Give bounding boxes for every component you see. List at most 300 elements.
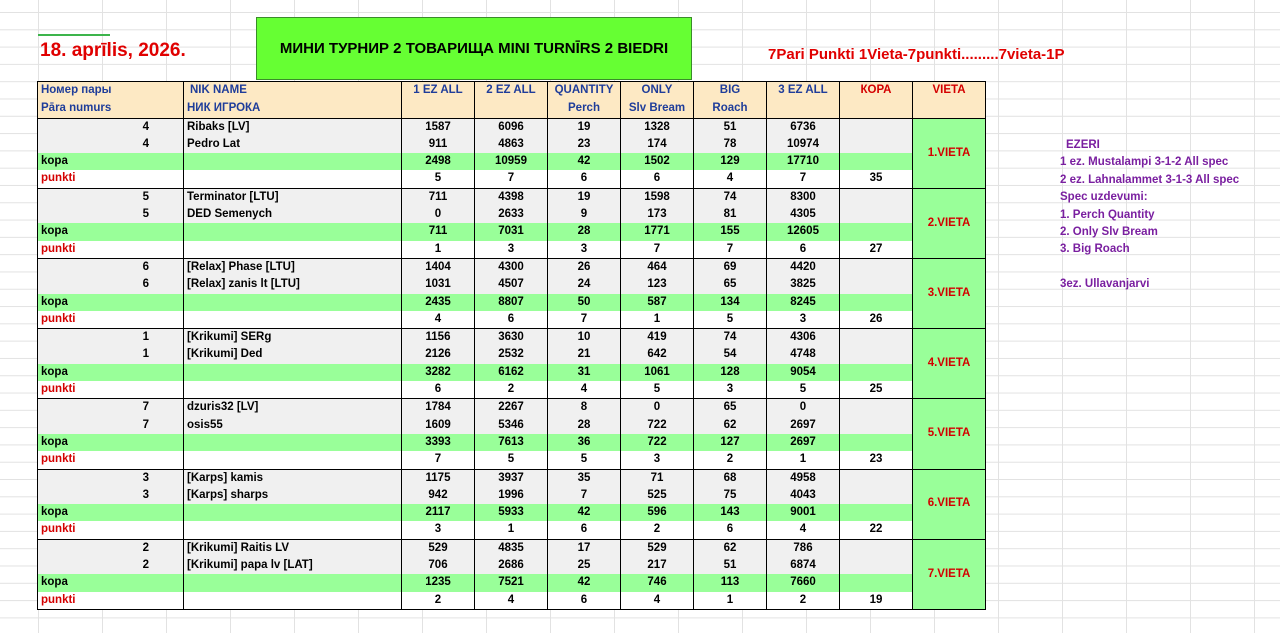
kopa-cell[interactable] — [840, 153, 913, 170]
value-cell[interactable]: 4748 — [767, 346, 840, 363]
value-cell[interactable]: 17 — [548, 539, 621, 557]
value-cell[interactable]: 173 — [621, 206, 694, 223]
kopa-sum-cell[interactable]: 2117 — [402, 504, 475, 521]
value-cell[interactable]: 1598 — [621, 188, 694, 206]
punkti-cell[interactable]: 4 — [402, 311, 475, 329]
value-cell[interactable]: 23 — [548, 136, 621, 153]
punkti-cell[interactable]: 6 — [694, 521, 767, 539]
empty-cell[interactable] — [184, 504, 402, 521]
empty-cell[interactable] — [184, 434, 402, 451]
vieta-cell[interactable]: 6.VIETA — [913, 469, 986, 539]
nik-name-cell[interactable]: [Karps] kamis — [184, 469, 402, 487]
punkti-cell[interactable]: 4 — [694, 170, 767, 188]
value-cell[interactable]: 419 — [621, 329, 694, 347]
kopa-sum-cell[interactable]: 143 — [694, 504, 767, 521]
value-cell[interactable]: 529 — [621, 539, 694, 557]
value-cell[interactable]: 525 — [621, 487, 694, 504]
pair-number-cell[interactable]: 7 — [38, 399, 184, 417]
nik-name-cell[interactable]: [Relax] zanis lt [LTU] — [184, 276, 402, 293]
punkti-label-cell[interactable]: punkti — [38, 311, 184, 329]
kopa-cell[interactable] — [840, 557, 913, 574]
value-cell[interactable]: 74 — [694, 188, 767, 206]
punkti-cell[interactable]: 1 — [621, 311, 694, 329]
ezeri-line[interactable]: 2 ez. Lahnalammet 3-1-3 All spec — [1060, 173, 1240, 186]
kopa-sum-cell[interactable]: 113 — [694, 574, 767, 591]
header-bream[interactable]: Slv Bream — [621, 100, 694, 118]
kopa-sum-cell[interactable]: 746 — [621, 574, 694, 591]
value-cell[interactable]: 26 — [548, 258, 621, 276]
value-cell[interactable]: 1175 — [402, 469, 475, 487]
pair-number-cell[interactable]: 4 — [38, 136, 184, 153]
punkti-cell[interactable]: 7 — [767, 170, 840, 188]
value-cell[interactable]: 0 — [767, 399, 840, 417]
punkti-cell[interactable]: 4 — [548, 381, 621, 399]
kopa-cell[interactable] — [840, 504, 913, 521]
kopa-sum-cell[interactable]: 128 — [694, 364, 767, 381]
kopa-cell[interactable] — [840, 399, 913, 417]
punkti-label-cell[interactable]: punkti — [38, 381, 184, 399]
kopa-sum-cell[interactable]: 587 — [621, 294, 694, 311]
kopa-label-cell[interactable]: kopa — [38, 153, 184, 170]
header-cell[interactable] — [475, 100, 548, 118]
kopa-total-cell[interactable]: 19 — [840, 592, 913, 610]
punkti-cell[interactable]: 7 — [621, 241, 694, 259]
value-cell[interactable]: 4863 — [475, 136, 548, 153]
kopa-sum-cell[interactable]: 7031 — [475, 223, 548, 240]
punkti-cell[interactable]: 5 — [694, 311, 767, 329]
table-row — [38, 153, 986, 170]
value-cell[interactable]: 68 — [694, 469, 767, 487]
kopa-sum-cell[interactable]: 17710 — [767, 153, 840, 170]
kopa-sum-cell[interactable]: 2498 — [402, 153, 475, 170]
ezeri-line[interactable]: 2. Only Slv Bream — [1060, 225, 1158, 238]
header-cell[interactable] — [840, 100, 913, 118]
nik-name-cell[interactable]: [Krikumi] Ded — [184, 346, 402, 363]
table-row — [38, 504, 986, 521]
kopa-sum-cell[interactable]: 8807 — [475, 294, 548, 311]
value-cell[interactable]: 4507 — [475, 276, 548, 293]
kopa-sum-cell[interactable]: 7613 — [475, 434, 548, 451]
kopa-sum-cell[interactable]: 3393 — [402, 434, 475, 451]
punkti-cell[interactable]: 6 — [621, 170, 694, 188]
kopa-total-cell[interactable]: 27 — [840, 241, 913, 259]
pair-number-cell[interactable]: 3 — [38, 487, 184, 504]
value-cell[interactable]: 1404 — [402, 258, 475, 276]
pair-number-cell[interactable]: 1 — [38, 329, 184, 347]
header-pair[interactable]: Номер пары — [38, 82, 184, 100]
kopa-cell[interactable] — [840, 487, 913, 504]
punkti-cell[interactable]: 4 — [475, 592, 548, 610]
pair-number-cell[interactable]: 3 — [38, 469, 184, 487]
value-cell[interactable]: 8 — [548, 399, 621, 417]
punkti-cell[interactable]: 1 — [402, 241, 475, 259]
vieta-cell[interactable]: 1.VIETA — [913, 118, 986, 188]
kopa-cell[interactable] — [840, 223, 913, 240]
punkti-cell[interactable]: 2 — [475, 381, 548, 399]
kopa-cell[interactable] — [840, 258, 913, 276]
empty-cell[interactable] — [184, 381, 402, 399]
kopa-sum-cell[interactable]: 711 — [402, 223, 475, 240]
value-cell[interactable]: 65 — [694, 276, 767, 293]
value-cell[interactable]: 54 — [694, 346, 767, 363]
value-cell[interactable]: 65 — [694, 399, 767, 417]
kopa-cell[interactable] — [840, 469, 913, 487]
empty-cell[interactable] — [184, 241, 402, 259]
value-cell[interactable]: 4398 — [475, 188, 548, 206]
pair-number-cell[interactable]: 2 — [38, 557, 184, 574]
ezeri-line[interactable]: 3. Big Roach — [1060, 243, 1130, 256]
header-perch[interactable]: Perch — [548, 100, 621, 118]
nik-name-cell[interactable]: Terminator [LTU] — [184, 188, 402, 206]
punkti-cell[interactable]: 1 — [694, 592, 767, 610]
value-cell[interactable]: 123 — [621, 276, 694, 293]
punkti-cell[interactable]: 6 — [548, 521, 621, 539]
header-only[interactable]: ONLY — [621, 82, 694, 100]
header-quantity[interactable]: QUANTITY — [548, 82, 621, 100]
value-cell[interactable]: 4835 — [475, 539, 548, 557]
value-cell[interactable]: 78 — [694, 136, 767, 153]
value-cell[interactable]: 7 — [548, 487, 621, 504]
punkti-label-cell[interactable]: punkti — [38, 170, 184, 188]
punkti-cell[interactable]: 3 — [402, 521, 475, 539]
value-cell[interactable]: 51 — [694, 118, 767, 136]
punkti-cell[interactable]: 6 — [767, 241, 840, 259]
punkti-cell[interactable]: 7 — [694, 241, 767, 259]
kopa-sum-cell[interactable]: 1235 — [402, 574, 475, 591]
value-cell[interactable]: 5346 — [475, 417, 548, 434]
ezeri-line[interactable]: Spec uzdevumi: — [1060, 191, 1148, 204]
table-row — [38, 381, 986, 399]
kopa-sum-cell[interactable]: 155 — [694, 223, 767, 240]
header-3ez[interactable]: 3 EZ ALL — [767, 82, 840, 100]
value-cell[interactable]: 529 — [402, 539, 475, 557]
value-cell[interactable]: 2633 — [475, 206, 548, 223]
header-2ez[interactable]: 2 EZ ALL — [475, 82, 548, 100]
kopa-sum-cell[interactable]: 50 — [548, 294, 621, 311]
nik-name-cell[interactable]: dzuris32 [LV] — [184, 399, 402, 417]
value-cell[interactable]: 3937 — [475, 469, 548, 487]
header-cell[interactable] — [767, 100, 840, 118]
vieta-cell[interactable]: 4.VIETA — [913, 329, 986, 399]
value-cell[interactable]: 786 — [767, 539, 840, 557]
punkti-cell[interactable]: 3 — [475, 241, 548, 259]
header-big[interactable]: BIG — [694, 82, 767, 100]
empty-cell[interactable] — [184, 451, 402, 469]
table-row — [38, 592, 986, 610]
kopa-sum-cell[interactable]: 7660 — [767, 574, 840, 591]
date-cell[interactable]: 18. aprīlis, 2026. — [40, 40, 186, 61]
header-vieta[interactable]: VIETA — [913, 82, 986, 100]
ezeri-line[interactable]: 1. Perch Quantity — [1060, 208, 1155, 221]
kopa-label-cell[interactable]: kopa — [38, 574, 184, 591]
kopa-sum-cell[interactable]: 6162 — [475, 364, 548, 381]
kopa-cell[interactable] — [840, 364, 913, 381]
kopa-cell[interactable] — [840, 294, 913, 311]
value-cell[interactable]: 2697 — [767, 417, 840, 434]
ezeri-line[interactable]: 1 ez. Mustalampi 3-1-2 All spec — [1060, 156, 1229, 169]
empty-cell[interactable] — [184, 153, 402, 170]
value-cell[interactable]: 4300 — [475, 258, 548, 276]
pair-number-cell[interactable]: 5 — [38, 206, 184, 223]
value-cell[interactable]: 4306 — [767, 329, 840, 347]
kopa-sum-cell[interactable]: 36 — [548, 434, 621, 451]
value-cell[interactable]: 10 — [548, 329, 621, 347]
table-row — [38, 136, 986, 153]
empty-cell[interactable] — [184, 223, 402, 240]
pair-number-cell[interactable]: 6 — [38, 276, 184, 293]
value-cell[interactable]: 1031 — [402, 276, 475, 293]
punkti-cell[interactable]: 4 — [767, 521, 840, 539]
kopa-sum-cell[interactable]: 2697 — [767, 434, 840, 451]
nik-name-cell[interactable]: DED Semenych — [184, 206, 402, 223]
ezeri-title[interactable]: EZERI — [1066, 139, 1100, 151]
value-cell[interactable]: 4420 — [767, 258, 840, 276]
value-cell[interactable]: 35 — [548, 469, 621, 487]
kopa-sum-cell[interactable]: 9054 — [767, 364, 840, 381]
value-cell[interactable]: 0 — [621, 399, 694, 417]
value-cell[interactable]: 75 — [694, 487, 767, 504]
kopa-cell[interactable] — [840, 329, 913, 347]
kopa-total-cell[interactable]: 35 — [840, 170, 913, 188]
ezeri-line[interactable] — [1060, 259, 1239, 276]
value-cell[interactable]: 62 — [694, 539, 767, 557]
ezeri-line[interactable]: 3ez. Ullavanjarvi — [1060, 278, 1150, 291]
kopa-sum-cell[interactable]: 42 — [548, 574, 621, 591]
value-cell[interactable]: 1587 — [402, 118, 475, 136]
value-cell[interactable]: 62 — [694, 417, 767, 434]
value-cell[interactable]: 21 — [548, 346, 621, 363]
value-cell[interactable]: 10974 — [767, 136, 840, 153]
value-cell[interactable]: 942 — [402, 487, 475, 504]
punkti-cell[interactable]: 6 — [402, 381, 475, 399]
kopa-sum-cell[interactable]: 42 — [548, 504, 621, 521]
value-cell[interactable]: 174 — [621, 136, 694, 153]
punkti-label-cell[interactable]: punkti — [38, 521, 184, 539]
kopa-sum-cell[interactable]: 1061 — [621, 364, 694, 381]
kopa-cell[interactable] — [840, 206, 913, 223]
punkti-cell[interactable]: 2 — [402, 592, 475, 610]
value-cell[interactable]: 711 — [402, 188, 475, 206]
value-cell[interactable]: 4958 — [767, 469, 840, 487]
empty-cell[interactable] — [184, 311, 402, 329]
punkti-cell[interactable]: 4 — [621, 592, 694, 610]
value-cell[interactable]: 217 — [621, 557, 694, 574]
empty-cell[interactable] — [184, 521, 402, 539]
title-banner[interactable]: МИНИ ТУРНИР 2 ТОВАРИЩА MINI TURNĪRS 2 BIEDRI — [256, 17, 692, 80]
value-cell[interactable]: 0 — [402, 206, 475, 223]
value-cell[interactable]: 74 — [694, 329, 767, 347]
kopa-cell[interactable] — [840, 188, 913, 206]
kopa-cell[interactable] — [840, 539, 913, 557]
value-cell[interactable]: 2686 — [475, 557, 548, 574]
pair-number-cell[interactable]: 5 — [38, 188, 184, 206]
value-cell[interactable]: 1609 — [402, 417, 475, 434]
pair-number-cell[interactable]: 2 — [38, 539, 184, 557]
punkti-label-cell[interactable]: punkti — [38, 241, 184, 259]
value-cell[interactable]: 1156 — [402, 329, 475, 347]
value-cell[interactable]: 2126 — [402, 346, 475, 363]
header-pair-lv[interactable]: Pāra numurs — [38, 100, 184, 118]
nik-name-cell[interactable]: [Relax] Phase [LTU] — [184, 258, 402, 276]
kopa-sum-cell[interactable]: 8245 — [767, 294, 840, 311]
punkti-cell[interactable]: 6 — [475, 311, 548, 329]
punkti-cell[interactable]: 3 — [621, 451, 694, 469]
kopa-total-cell[interactable]: 25 — [840, 381, 913, 399]
kopa-cell[interactable] — [840, 417, 913, 434]
value-cell[interactable]: 9 — [548, 206, 621, 223]
kopa-total-cell[interactable]: 22 — [840, 521, 913, 539]
value-cell[interactable]: 3630 — [475, 329, 548, 347]
punkti-cell[interactable]: 5 — [475, 451, 548, 469]
nik-name-cell[interactable]: [Krikumi] SERg — [184, 329, 402, 347]
value-cell[interactable]: 51 — [694, 557, 767, 574]
kopa-sum-cell[interactable]: 722 — [621, 434, 694, 451]
kopa-sum-cell[interactable]: 2435 — [402, 294, 475, 311]
kopa-sum-cell[interactable]: 3282 — [402, 364, 475, 381]
value-cell[interactable]: 911 — [402, 136, 475, 153]
punkti-cell[interactable]: 2 — [621, 521, 694, 539]
value-cell[interactable]: 1996 — [475, 487, 548, 504]
empty-cell[interactable] — [184, 170, 402, 188]
results-table — [37, 81, 986, 610]
kopa-cell[interactable] — [840, 276, 913, 293]
punkti-cell[interactable]: 7 — [548, 311, 621, 329]
kopa-sum-cell[interactable]: 10959 — [475, 153, 548, 170]
punkti-cell[interactable]: 3 — [767, 311, 840, 329]
vieta-cell[interactable]: 3.VIETA — [913, 258, 986, 328]
empty-cell[interactable] — [184, 294, 402, 311]
pair-number-cell[interactable]: 7 — [38, 417, 184, 434]
empty-cell[interactable] — [184, 364, 402, 381]
kopa-sum-cell[interactable]: 129 — [694, 153, 767, 170]
value-cell[interactable]: 25 — [548, 557, 621, 574]
value-cell[interactable]: 6096 — [475, 118, 548, 136]
kopa-total-cell[interactable]: 26 — [840, 311, 913, 329]
punkti-cell[interactable]: 5 — [767, 381, 840, 399]
value-cell[interactable]: 71 — [621, 469, 694, 487]
punkti-cell[interactable]: 6 — [548, 592, 621, 610]
header-cell[interactable] — [402, 100, 475, 118]
nik-name-cell[interactable]: Ribaks [LV] — [184, 118, 402, 136]
value-cell[interactable]: 81 — [694, 206, 767, 223]
punkti-label-cell[interactable]: punkti — [38, 451, 184, 469]
vieta-cell[interactable]: 5.VIETA — [913, 399, 986, 469]
value-cell[interactable]: 28 — [548, 417, 621, 434]
value-cell[interactable]: 706 — [402, 557, 475, 574]
value-cell[interactable]: 3825 — [767, 276, 840, 293]
value-cell[interactable]: 1328 — [621, 118, 694, 136]
header-nik[interactable]: NIK NAME — [184, 82, 402, 100]
punkti-cell[interactable]: 3 — [548, 241, 621, 259]
kopa-label-cell[interactable]: kopa — [38, 223, 184, 240]
vieta-cell[interactable]: 7.VIETA — [913, 539, 986, 609]
points-note[interactable]: 7Pari Punkti 1Vieta-7punkti.........7vieta-1P — [768, 46, 1065, 63]
empty-cell[interactable] — [184, 592, 402, 610]
value-cell[interactable]: 2532 — [475, 346, 548, 363]
kopa-cell[interactable] — [840, 136, 913, 153]
value-cell[interactable]: 19 — [548, 188, 621, 206]
pair-number-cell[interactable]: 6 — [38, 258, 184, 276]
value-cell[interactable]: 2267 — [475, 399, 548, 417]
header-roach[interactable]: Roach — [694, 100, 767, 118]
value-cell[interactable]: 4305 — [767, 206, 840, 223]
kopa-sum-cell[interactable]: 1771 — [621, 223, 694, 240]
pair-number-cell[interactable]: 1 — [38, 346, 184, 363]
value-cell[interactable]: 4043 — [767, 487, 840, 504]
punkti-cell[interactable]: 6 — [548, 170, 621, 188]
punkti-cell[interactable]: 2 — [767, 592, 840, 610]
header-1ez[interactable]: 1 EZ ALL — [402, 82, 475, 100]
kopa-sum-cell[interactable]: 9001 — [767, 504, 840, 521]
pair-number-cell[interactable]: 4 — [38, 118, 184, 136]
value-cell[interactable]: 722 — [621, 417, 694, 434]
value-cell[interactable]: 464 — [621, 258, 694, 276]
kopa-label-cell[interactable]: kopa — [38, 364, 184, 381]
nik-name-cell[interactable]: [Krikumi] papa lv [LAT] — [184, 557, 402, 574]
kopa-sum-cell[interactable]: 1502 — [621, 153, 694, 170]
kopa-sum-cell[interactable]: 12605 — [767, 223, 840, 240]
kopa-label-cell[interactable]: kopa — [38, 434, 184, 451]
punkti-cell[interactable]: 1 — [475, 521, 548, 539]
value-cell[interactable]: 6736 — [767, 118, 840, 136]
kopa-sum-cell[interactable]: 42 — [548, 153, 621, 170]
punkti-cell[interactable]: 7 — [475, 170, 548, 188]
punkti-cell[interactable]: 5 — [548, 451, 621, 469]
punkti-cell[interactable]: 7 — [402, 451, 475, 469]
table-row — [38, 574, 986, 591]
punkti-cell[interactable]: 2 — [694, 451, 767, 469]
value-cell[interactable]: 69 — [694, 258, 767, 276]
value-cell[interactable]: 642 — [621, 346, 694, 363]
kopa-sum-cell[interactable]: 7521 — [475, 574, 548, 591]
kopa-sum-cell[interactable]: 31 — [548, 364, 621, 381]
kopa-sum-cell[interactable]: 28 — [548, 223, 621, 240]
kopa-cell[interactable] — [840, 574, 913, 591]
punkti-label-cell[interactable]: punkti — [38, 592, 184, 610]
header-nik-ru[interactable]: НИК ИГРОКА — [184, 100, 402, 118]
kopa-sum-cell[interactable]: 596 — [621, 504, 694, 521]
kopa-cell[interactable] — [840, 434, 913, 451]
kopa-total-cell[interactable]: 23 — [840, 451, 913, 469]
kopa-sum-cell[interactable]: 127 — [694, 434, 767, 451]
nik-name-cell[interactable]: [Krikumi] Raitis LV — [184, 539, 402, 557]
kopa-label-cell[interactable]: kopa — [38, 504, 184, 521]
value-cell[interactable]: 19 — [548, 118, 621, 136]
punkti-cell[interactable]: 3 — [694, 381, 767, 399]
value-cell[interactable]: 6874 — [767, 557, 840, 574]
empty-cell[interactable] — [184, 574, 402, 591]
table-row — [38, 188, 986, 206]
kopa-cell[interactable] — [840, 118, 913, 136]
kopa-cell[interactable] — [840, 346, 913, 363]
kopa-label-cell[interactable]: kopa — [38, 294, 184, 311]
punkti-cell[interactable]: 1 — [767, 451, 840, 469]
value-cell[interactable]: 8300 — [767, 188, 840, 206]
table-row — [38, 487, 986, 504]
punkti-cell[interactable]: 5 — [621, 381, 694, 399]
vieta-cell[interactable]: 2.VIETA — [913, 188, 986, 258]
value-cell[interactable]: 24 — [548, 276, 621, 293]
punkti-cell[interactable]: 5 — [402, 170, 475, 188]
kopa-sum-cell[interactable]: 5933 — [475, 504, 548, 521]
kopa-sum-cell[interactable]: 134 — [694, 294, 767, 311]
value-cell[interactable]: 1784 — [402, 399, 475, 417]
header-kopa[interactable]: КОРА — [840, 82, 913, 100]
nik-name-cell[interactable]: osis55 — [184, 417, 402, 434]
header-cell[interactable] — [913, 100, 986, 118]
nik-name-cell[interactable]: [Karps] sharps — [184, 487, 402, 504]
nik-name-cell[interactable]: Pedro Lat — [184, 136, 402, 153]
